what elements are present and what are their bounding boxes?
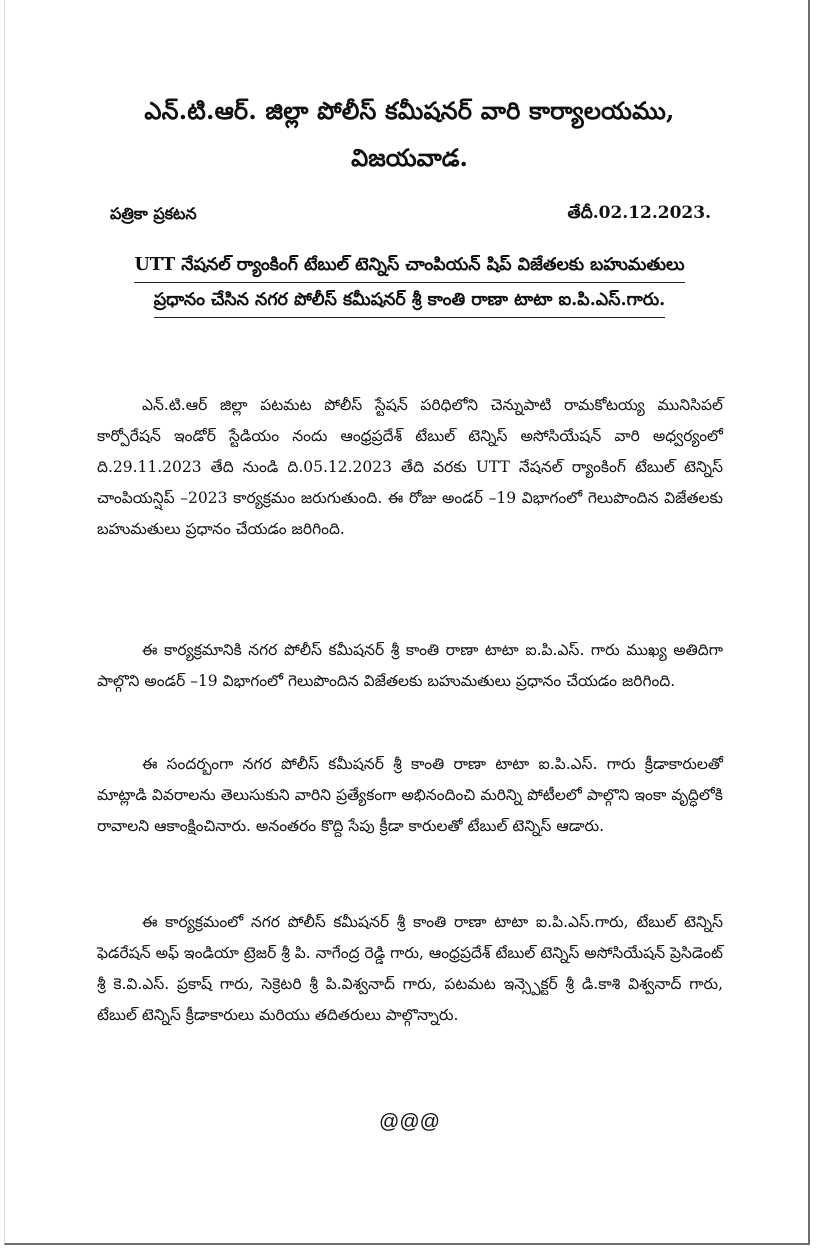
headline-line-1-text: UTT నేషనల్ ర్యాంకింగ్ టేబుల్ టెన్నిస్ చాంపియన్ షిప్ విజేతలకు బహుమతులు [134,253,684,283]
headline-line-2-text: ప్రధానం చేసిన నగర పోలీస్ కమీషనర్ శ్రీ కాంతి రాణా టాటా ఐ.పి.ఎస్.గారు. [154,288,666,318]
press-release-date: తేదీ.02.12.2023. [567,203,711,223]
end-mark: @@@ [379,1111,440,1133]
press-release-label: పత్రికా ప్రకటన [110,204,197,223]
headline-line-1 [0,253,819,283]
body-paragraph-2: ఈ కార్యక్రమానికి నగర పోలీస్ కమీషనర్ శ్రీ కాంతి రాణా టాటా ఐ.పి.ఎస్. గారు ముఖ్య అతిదిగా పాల్గొని అండర్ –19 విభాగంలో గెలుపొందిన విజేతలకు బహుమతులు ప్రధానం చేయడం జరిగింది. [97,641,723,690]
office-city: విజయవాడ. [351,143,468,172]
headline-line-2 [0,288,819,318]
office-title: ఎన్.టి.ఆర్. జిల్లా పోలీస్ కమీషనర్ వారి కార్యాలయము, [144,96,675,125]
body-paragraph-3: ఈ సందర్బంగా నగర పోలీస్ కమీషనర్ శ్రీ కాంతి రాణా టాటా ఐ.పి.ఎస్. గారు క్రీడాకారులతో మాట్లాడి వివరాలను తెలుసుకుని వారిని ప్రత్యేకంగా అభినందించి మరిన్ని పోటీలలో పాల్గొని ఇంకా వృద్ధిలోకి రావాలని ఆకాంక్షించినారు. అనంతరం కొద్ది సేపు క్రీడా కారులతో టేబుల్ టెన్నిస్ ఆడారు. [97,755,723,835]
page-border [4,0,810,1245]
body-paragraph-4: ఈ కార్యక్రమంలో నగర పోలీస్ కమీషనర్ శ్రీ కాంతి రాణా టాటా ఐ.పి.ఎస్.గారు, టేబుల్ టెన్నిస్ ఫెడరేషన్ అఫ్ ఇండియా ట్రెజర్ శ్రీ పి. నాగేంద్ర రెడ్డి గారు, ఆంధ్రప్రదేశ్ టేబుల్ టెన్నిస్ అసోసియేషన్ ప్రెసిడెంట్ శ్రీ కె.వి.ఎస్. ప్రకాష్ గారు, సెక్రెటరి శ్రీ పి.విశ్వనాద్ గారు, పటమట ఇన్స్పెక్టర్ శ్రీ డి.కాశి విశ్వనాద్ గారు, టేబుల్ టెన్నిస్ క్రీడాకారులు మరియు తదితరులు పాల్గొన్నారు. [97,913,723,1024]
body-paragraph-1: ఎన్.టి.ఆర్ జిల్లా పటమట పోలీస్ స్టేషన్ పరిధిలోని చెన్నుపాటి రామకోటయ్య మునిసిపల్ కార్పోరేషన్ ఇండోర్ స్టేడియం నందు ఆంధ్రప్రదేశ్ టేబుల్ టెన్నిస్ అసోసియేషన్ వారి అధ్వర్యంలో ది.29.11.2023 తేది నుండి ది.05.12.2023 తేది వరకు UTT నేషనల్ ర్యాంకింగ్ టేబుల్ టెన్నిస్ చాంపియన్షిప్ –2023 కార్యక్రమం జరుగుతుంది. ఈ రోజు అండర్ –19 విభాగంలో గెలుపొందిన విజేతలకు బహుమతులు ప్రధానం చేయడం జరిగింది. [97,396,723,538]
